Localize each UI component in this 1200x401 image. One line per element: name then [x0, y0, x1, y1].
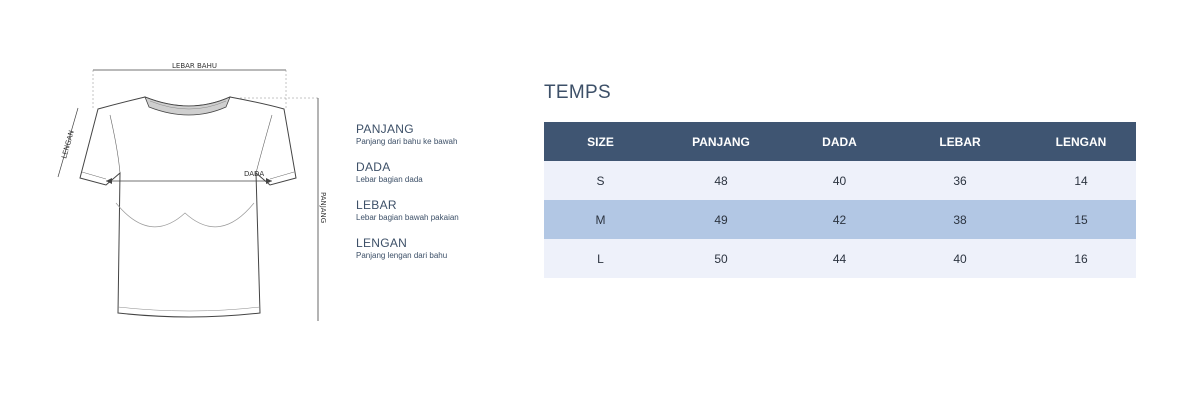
- column-header-dada: DADA: [785, 122, 894, 161]
- table-row: [544, 161, 1136, 200]
- legend-title: LENGAN: [356, 236, 408, 250]
- table-cell: 40: [785, 161, 894, 200]
- tshirt-measurement-diagram: [40, 55, 340, 330]
- table-cell: 42: [785, 200, 894, 239]
- lebar-bahu-label: LEBAR BAHU: [172, 62, 217, 70]
- column-header-panjang: PANJANG: [657, 122, 785, 161]
- column-header-lengan: LENGAN: [1026, 122, 1136, 161]
- table-row: [544, 239, 1136, 278]
- table-cell: 16: [1026, 239, 1136, 278]
- legend-item-panjang: [356, 122, 531, 147]
- table-cell: 50: [657, 239, 785, 278]
- legend-title: PANJANG: [356, 122, 414, 136]
- tshirt-illustration: [40, 55, 340, 330]
- table-cell: 49: [657, 200, 785, 239]
- table-cell: S: [544, 161, 657, 200]
- legend-item-dada: [356, 160, 531, 185]
- panjang-label: PANJANG: [319, 192, 327, 224]
- lengan-label: LENGAN: [60, 129, 76, 160]
- dada-label: DADA: [244, 170, 265, 178]
- table-cell: 48: [657, 161, 785, 200]
- legend-title: LEBAR: [356, 198, 397, 212]
- legend-desc: Lebar bagian dada: [356, 175, 423, 184]
- legend-desc: Panjang lengan dari bahu: [356, 251, 448, 260]
- shirt-outline: [80, 97, 296, 317]
- table-row: [544, 200, 1136, 239]
- table-cell: 14: [1026, 161, 1136, 200]
- legend-desc: Panjang dari bahu ke bawah: [356, 137, 458, 146]
- table-cell: 36: [894, 161, 1026, 200]
- column-header-lebar: LEBAR: [894, 122, 1026, 161]
- size-chart-table: [544, 122, 1136, 278]
- table-cell: 15: [1026, 200, 1136, 239]
- table-cell: M: [544, 200, 657, 239]
- legend-title: DADA: [356, 160, 391, 174]
- size-table-title: TEMPS: [544, 82, 611, 103]
- table-cell: 40: [894, 239, 1026, 278]
- table-cell: 44: [785, 239, 894, 278]
- table-header-row: [544, 122, 1136, 161]
- legend-desc: Lebar bagian bawah pakaian: [356, 213, 459, 222]
- column-header-size: SIZE: [544, 122, 657, 161]
- legend-item-lengan: [356, 236, 531, 261]
- measurement-legend: [356, 122, 531, 274]
- legend-item-lebar: [356, 198, 531, 223]
- table-cell: L: [544, 239, 657, 278]
- table-cell: 38: [894, 200, 1026, 239]
